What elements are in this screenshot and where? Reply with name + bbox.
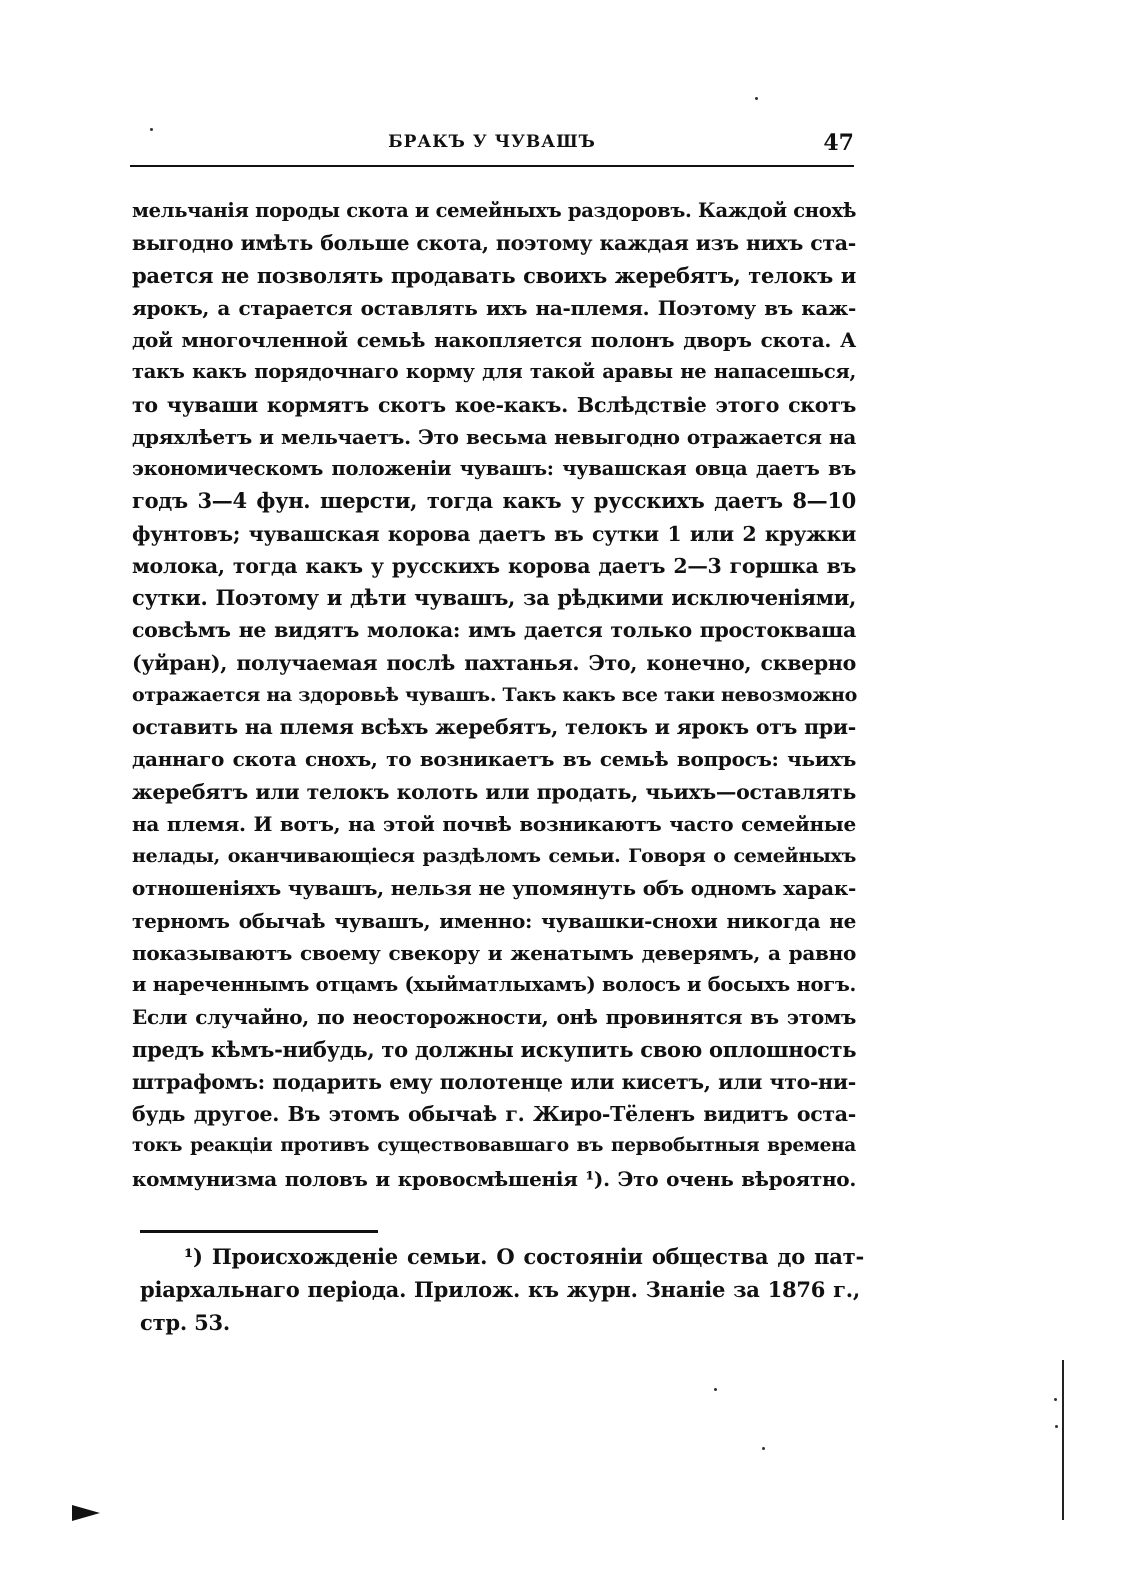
text-line: сутки. Поэтому и дѣти чувашъ, за рѣдкими исключеніями,: [132, 585, 856, 610]
footnote-line: [140, 1240, 864, 1273]
text-line: совсѣмъ не видятъ молока: имъ дается только простокваша: [132, 618, 856, 643]
header-rule: [130, 165, 854, 167]
footnote-marker: ¹): [184, 1244, 203, 1269]
footnote-line: стр. 53.: [140, 1310, 231, 1335]
text-line: токъ реакціи противъ существовавшаго въ первобытныя времена: [132, 1135, 856, 1157]
text-line: фунтовъ; чувашская корова даетъ въ сутки 1 или 2 кружки: [132, 521, 856, 546]
text-line: предъ кѣмъ-нибудь, то должны искупить свою оплошность: [132, 1036, 857, 1062]
text-line: отражается на здоровьѣ чувашъ. Такъ какъ все таки невозможно: [132, 683, 857, 706]
text-line: оставить на племя всѣхъ жеребятъ, телокъ и ярокъ отъ при-: [132, 715, 856, 739]
speck: [714, 1388, 717, 1391]
speck: [1055, 1425, 1058, 1428]
text-line: показываютъ своему свекору и женатымъ деверямъ, а равно: [132, 940, 856, 965]
text-line: отношеніяхъ чувашъ, нельзя не упомянуть объ одномъ харак-: [132, 876, 856, 901]
text-line: штрафомъ: подарить ему полотенце или кисетъ, или что-ни-: [132, 1069, 856, 1094]
text-line: рается не позволять продавать своихъ жеребятъ, телокъ и: [132, 262, 856, 288]
text-line: молока, тогда какъ у русскихъ корова даетъ 2—3 горшка въ: [132, 553, 856, 578]
text-line: терномъ обычаѣ чувашъ, именно: чувашки-снохи никогда не: [132, 908, 856, 933]
text-line: мельчанія породы скота и семейныхъ раздоровъ. Каждой снохѣ: [132, 199, 857, 222]
running-title: БРАКЪ У ЧУВАШЪ: [388, 132, 596, 152]
text-line: такъ какъ порядочнаго корму для такой аравы не напасешься,: [132, 360, 856, 384]
text-line: будь другое. Въ этомъ обычаѣ г. Жиро-Тёленъ видитъ оста-: [132, 1102, 856, 1126]
text-line: жеребятъ или телокъ колоть или продать, чьихъ—оставлять: [132, 779, 856, 804]
margin-rule: [1062, 1360, 1064, 1520]
body-text: [132, 195, 856, 1195]
speck: [150, 128, 153, 131]
text-line: нелады, оканчивающіеся раздѣломъ семьи. Говоря о семейныхъ: [132, 845, 856, 867]
text-line: то чуваши кормятъ скотъ кое-какъ. Вслѣдствіе этого скотъ: [132, 392, 856, 417]
page-number: 47: [823, 130, 854, 156]
text-line: (уйран), получаемая послѣ пахтанья. Это, конечно, скверно: [132, 650, 856, 675]
text-line: экономическомъ положеніи чувашъ: чувашская овца даетъ въ: [132, 457, 856, 480]
text-line: Если случайно, по неосторожности, онѣ провинятся въ этомъ: [132, 1005, 856, 1030]
speck: [755, 97, 758, 100]
text-line: годъ 3—4 фун. шерсти, тогда какъ у русскихъ даетъ 8—10: [132, 488, 856, 514]
footnote-line: ріархальнаго періода. Прилож. къ журн. Знаніе за 1876 г.,: [140, 1277, 860, 1302]
speck: [1054, 1398, 1057, 1401]
text-line: на племя. И вотъ, на этой почвѣ возникаютъ часто семейные: [132, 811, 856, 836]
text-line: ярокъ, а старается оставлять ихъ на-племя. Поэтому въ каж-: [132, 295, 856, 320]
page-header: [130, 130, 854, 160]
speck: [762, 1447, 765, 1450]
text-line: коммунизма половъ и кровосмѣшенія ¹). Это очень вѣроятно.: [132, 1166, 856, 1191]
text-line: и нареченнымъ отцамъ (хыйматлыхамъ) волосъ и босыхъ ногъ.: [132, 973, 856, 996]
text-line: дой многочленной семьѣ накопляется полонъ дворъ скота. А: [132, 328, 856, 352]
corner-mark: [72, 1505, 100, 1521]
footnote-text: Происхожденіе семьи. О состояніи общества до пат-: [211, 1244, 864, 1269]
footnote: [140, 1240, 864, 1339]
text-line: выгодно имѣть больше скота, поэтому каждая изъ нихъ ста-: [132, 231, 856, 256]
text-line: даннаго скота снохъ, то возникаетъ въ семьѣ вопросъ: чьихъ: [132, 747, 856, 772]
footnote-rule: [140, 1230, 378, 1233]
text-line: дряхлѣетъ и мельчаетъ. Это весьма невыгодно отражается на: [132, 424, 856, 449]
